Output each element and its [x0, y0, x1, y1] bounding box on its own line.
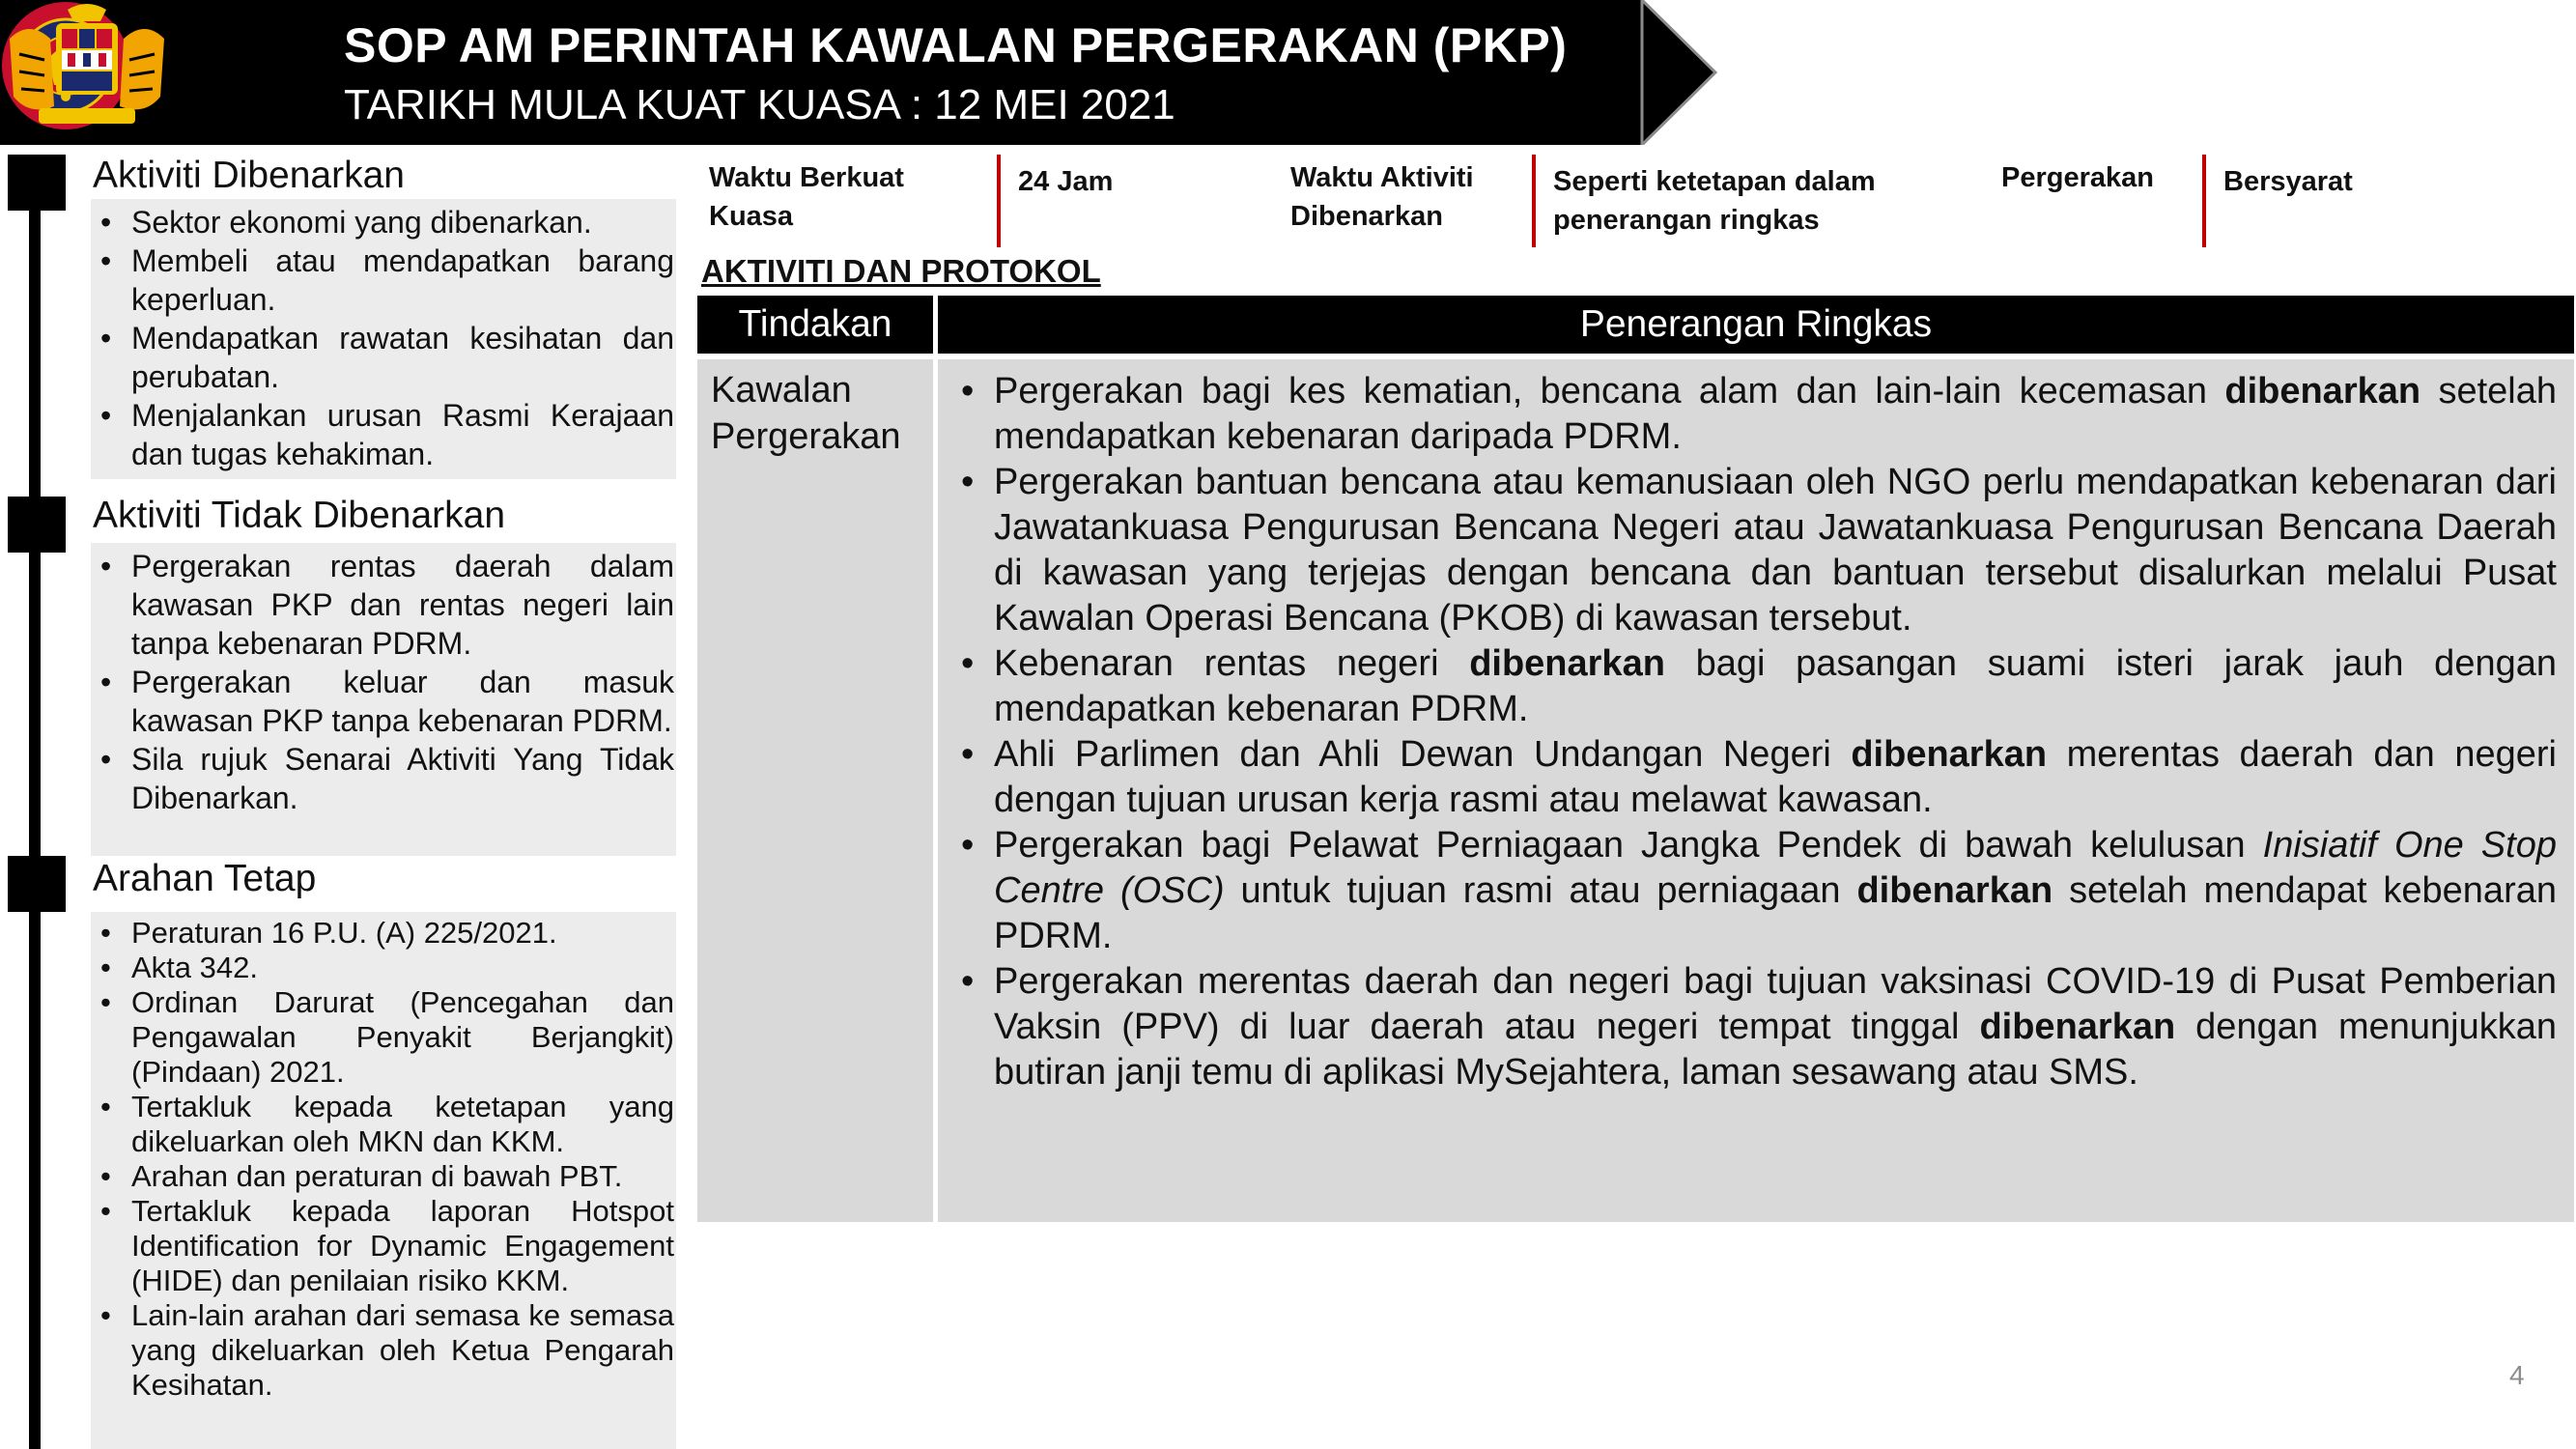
list-item: • Pergerakan bagi Pelawat Perniagaan Jangka Pendek di bawah kelulusan Inisiatif One Stop Centre (OSC) untuk tujuan rasmi atau perniagaan dibenarkan setelah mendapat kebenaran PDRM.	[951, 823, 2557, 959]
standing-orders-box	[91, 912, 676, 1449]
standing-orders-list	[91, 912, 676, 1406]
movement-label: Pergerakan	[2001, 162, 2154, 193]
allowed-activities-list	[91, 199, 676, 477]
timeline-marker-allowed	[8, 155, 66, 211]
info-divider	[2202, 155, 2206, 247]
info-divider	[997, 155, 1001, 247]
page-number: 4	[2509, 1360, 2525, 1390]
malaysia-crest-icon	[0, 0, 174, 135]
not-allowed-activities-heading: Aktiviti Tidak Dibenarkan	[93, 495, 506, 536]
timeline-marker-not-allowed	[8, 497, 66, 553]
list-item: • Ahli Parlimen dan Ahli Dewan Undangan Negeri dibenarkan merentas daerah dan negeri dengan tujuan urusan kerja rasmi atau melawat kawasan.	[951, 732, 2557, 823]
list-item: • Membeli atau mendapatkan barang keperluan.	[95, 242, 674, 319]
table-cell-description	[938, 359, 2574, 1222]
list-item: • Kebenaran rentas negeri dibenarkan bagi pasangan suami isteri jarak jauh dengan mendapatkan kebenaran PDRM.	[951, 641, 2557, 732]
activity-time-value: Seperti ketetapan dalam penerangan ringkas	[1553, 166, 1876, 236]
activities-protocol-heading: AKTIVITI DAN PROTOKOL	[701, 253, 1101, 289]
list-item: • Pergerakan bantuan bencana atau kemanusiaan oleh NGO perlu mendapatkan kebenaran dari Jawatankuasa Pengurusan Bencana Negeri atau Jawatankuasa Pengurusan Bencana Daerah di kawasan yang terjejas dengan bencana dan bantuan tersebut disalurkan melalui Pusat Kawalan Operasi Bencana (PKOB) di kawasan tersebut.	[951, 460, 2557, 641]
header-banner	[0, 0, 1719, 145]
list-item: • Tertakluk kepada laporan Hotspot Identification for Dynamic Engagement (HIDE) dan penilaian risiko KKM.	[95, 1194, 674, 1298]
list-item: • Sila rujuk Senarai Aktiviti Yang Tidak Dibenarkan.	[95, 740, 674, 817]
list-item: • Pergerakan keluar dan masuk kawasan PKP tanpa kebenaran PDRM.	[95, 663, 674, 740]
list-item: • Pergerakan bagi kes kematian, bencana alam dan lain-lain kecemasan dibenarkan setelah mendapatkan kebenaran daripada PDRM.	[951, 369, 2557, 460]
allowed-activities-box	[91, 199, 676, 479]
effective-date-subtitle: TARIKH MULA KUAT KUASA : 12 MEI 2021	[344, 81, 1175, 128]
page-title: SOP AM PERINTAH KAWALAN PERGERAKAN (PKP)	[344, 18, 1568, 72]
list-item: • Mendapatkan rawatan kesihatan dan perubatan.	[95, 319, 674, 396]
not-allowed-activities-list	[91, 543, 676, 821]
not-allowed-activities-box	[91, 543, 676, 856]
list-item: • Pergerakan merentas daerah dan negeri bagi tujuan vaksinasi COVID-19 di Pusat Pemberian Vaksin (PPV) di luar daerah atau negeri tempat tinggal dibenarkan dengan menunjukkan butiran janji temu di aplikasi MySejahtera, laman sesawang atau SMS.	[951, 959, 2557, 1095]
list-item: • Tertakluk kepada ketetapan yang dikeluarkan oleh MKN dan KKM.	[95, 1090, 674, 1159]
list-item: • Akta 342.	[95, 951, 674, 985]
list-item: • Peraturan 16 P.U. (A) 225/2021.	[95, 916, 674, 951]
standing-orders-heading: Arahan Tetap	[93, 858, 317, 899]
activity-time-label: Waktu Aktiviti Dibenarkan	[1290, 162, 1474, 232]
allowed-activities-heading: Aktiviti Dibenarkan	[93, 155, 405, 196]
timeline-line	[29, 155, 41, 1449]
timeline-marker-standing-orders	[8, 856, 66, 912]
list-item: • Menjalankan urusan Rasmi Kerajaan dan tugas kehakiman.	[95, 396, 674, 473]
table-cell-action: Kawalan Pergerakan	[697, 359, 933, 1222]
list-item: • Arahan dan peraturan di bawah PBT.	[95, 1159, 674, 1194]
movement-value: Bersyarat	[2223, 166, 2353, 197]
table-header-action: Tindakan	[697, 296, 933, 354]
table-header-description: Penerangan Ringkas	[938, 296, 2574, 354]
list-item: • Ordinan Darurat (Pencegahan dan Pengawalan Penyakit Berjangkit) (Pindaan) 2021.	[95, 985, 674, 1090]
effective-time-label: Waktu Berkuat Kuasa	[709, 162, 904, 232]
list-item: • Pergerakan rentas daerah dalam kawasan PKP dan rentas negeri lain tanpa kebenaran PDRM.	[95, 547, 674, 663]
list-item: • Lain-lain arahan dari semasa ke semasa yang dikeluarkan oleh Ketua Pengarah Kesihatan.	[95, 1298, 674, 1403]
info-divider	[1532, 155, 1536, 247]
list-item: • Sektor ekonomi yang dibenarkan.	[95, 203, 674, 242]
effective-time-value: 24 Jam	[1018, 166, 1114, 197]
description-list	[951, 369, 2557, 1095]
